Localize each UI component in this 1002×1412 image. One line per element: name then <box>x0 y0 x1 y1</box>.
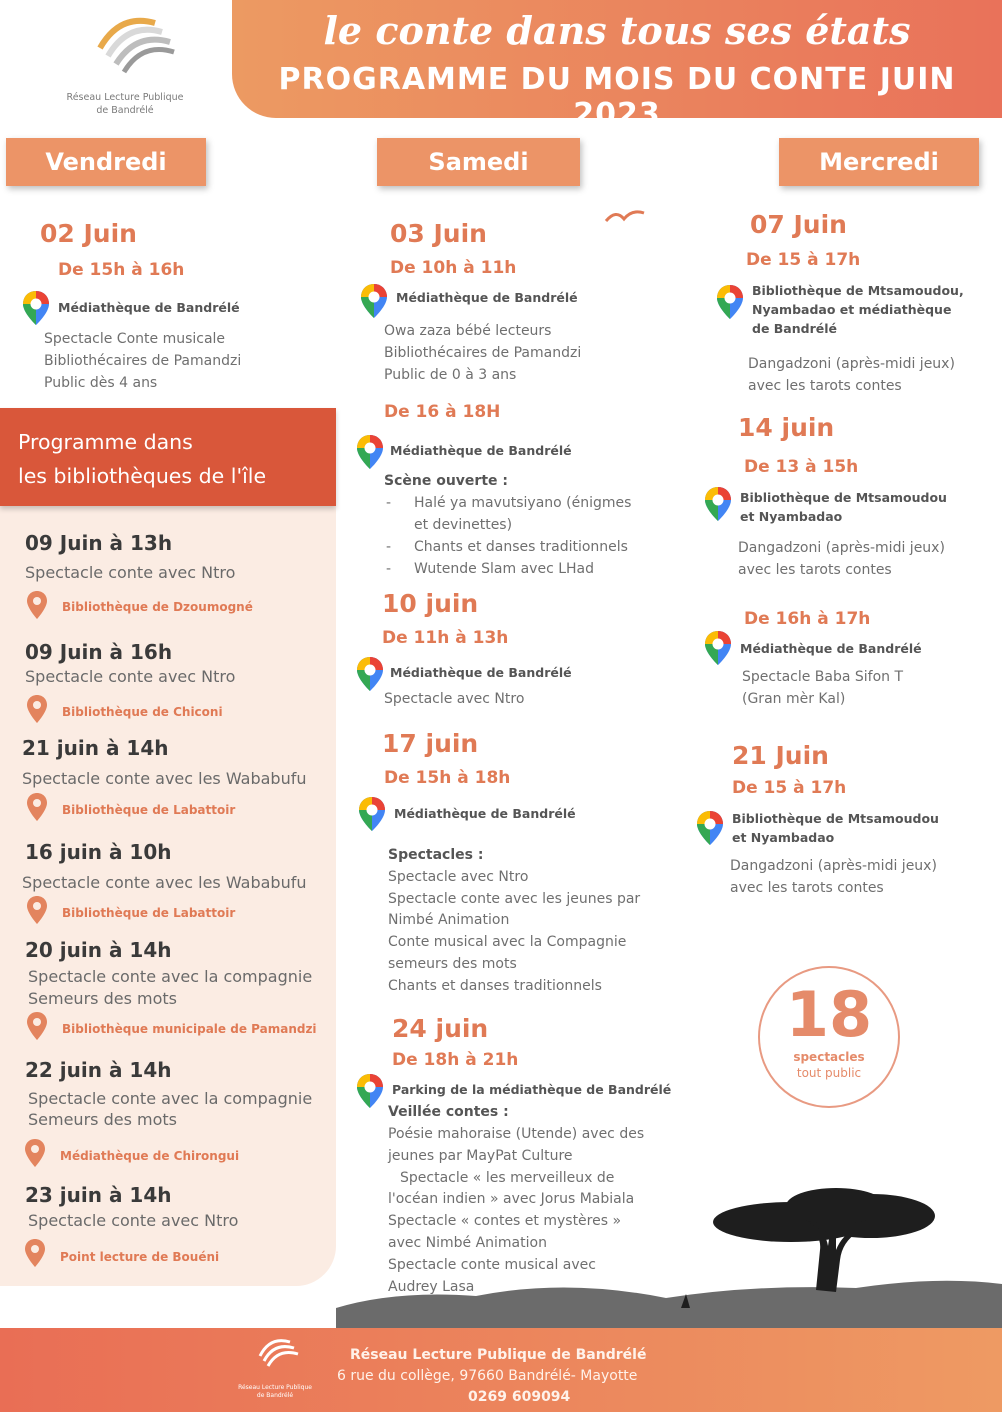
event-line: avec les tarots contes <box>748 378 902 394</box>
bullet-icon: - <box>386 539 392 555</box>
event-line: Public dès 4 ans <box>44 375 158 391</box>
badge-number: 18 <box>785 978 873 1051</box>
event-line: Spectacle avec Ntro <box>388 869 529 885</box>
acacia-tree-illustration <box>336 1180 1002 1330</box>
event-time: De 18h à 21h <box>392 1050 519 1070</box>
event-line: Public de 0 à 3 ans <box>384 367 517 383</box>
footer-org: Réseau Lecture Publique de Bandrélé <box>350 1347 647 1363</box>
logo-text: Réseau Lecture Publique <box>66 92 184 103</box>
event-line: Dangadzoni (après-midi jeux) <box>730 858 937 874</box>
day-label-wednesday: Mercredi <box>779 138 979 186</box>
footer-logo-text: de Bandrélé <box>256 1392 294 1399</box>
event-time: De 10h à 11h <box>390 258 517 278</box>
library-event-desc: Spectacle conte avec les Wababufu <box>22 873 307 892</box>
event-place: Médiathèque de Bandrélé <box>390 443 572 458</box>
event-place: Nyambadao et médiathèque <box>752 302 952 317</box>
library-event-place: Bibliothèque de Dzoumogné <box>62 600 253 614</box>
bullet-icon: - <box>386 561 392 577</box>
event-time: De 15h à 16h <box>58 260 185 280</box>
event-line: Spectacle conte avec les jeunes par <box>388 891 641 907</box>
event-line: Audrey Lasa <box>388 1279 475 1295</box>
library-event-place: Bibliothèque de Labattoir <box>62 803 236 817</box>
event-line: semeurs des mots <box>388 956 517 972</box>
logo-text: de Bandrélé <box>96 105 154 116</box>
location-pin-icon <box>26 694 48 724</box>
map-pin-icon <box>360 283 388 319</box>
event-line: Spectacle Conte musicale <box>44 331 226 347</box>
footer-logo-text: Réseau Lecture Publique <box>238 1384 312 1391</box>
library-event-date: 21 juin à 14h <box>22 736 169 760</box>
event-place: Médiathèque de Bandrélé <box>390 665 572 680</box>
location-pin-icon <box>24 1138 46 1168</box>
event-time: De 15 à 17h <box>732 778 847 798</box>
badge-line: tout public <box>796 1066 862 1080</box>
map-pin-icon <box>22 290 50 326</box>
library-event-desc: Semeurs des mots <box>28 1110 177 1129</box>
event-place: de Bandrélé <box>752 321 837 336</box>
location-pin-icon <box>26 895 48 925</box>
event-line: Spectacle « contes et mystères » <box>388 1213 622 1229</box>
event-line: l'océan indien » avec Jorus Mabiala <box>388 1191 635 1207</box>
event-line: Bibliothécaires de Pamandzi <box>44 353 242 369</box>
map-pin-icon <box>356 1073 384 1109</box>
event-line: Dangadzoni (après-midi jeux) <box>738 540 945 556</box>
event-line: Spectacle avec Ntro <box>384 691 525 707</box>
library-event-date: 20 juin à 14h <box>25 938 172 962</box>
event-line: Bibliothécaires de Pamandzi <box>384 345 582 361</box>
event-line: Chants et danses traditionnels <box>388 978 602 994</box>
badge-line: spectacles <box>793 1050 865 1064</box>
event-heading: Veillée contes : <box>388 1104 509 1120</box>
library-event-date: 16 juin à 10h <box>25 840 172 864</box>
map-pin-icon <box>356 434 384 470</box>
library-event-date: 09 Juin à 16h <box>25 640 173 664</box>
bullet-icon: - <box>386 495 392 511</box>
book-logo-icon <box>252 1334 302 1370</box>
map-pin-icon <box>704 630 732 666</box>
event-line: avec les tarots contes <box>730 880 884 896</box>
event-line: Spectacle Baba Sifon T <box>742 669 904 685</box>
event-date: 07 Juin <box>750 210 847 239</box>
library-event-desc: Spectacle conte avec Ntro <box>28 1211 239 1230</box>
library-event-desc: Spectacle conte avec les Wababufu <box>22 769 307 788</box>
event-line: Dangadzoni (après-midi jeux) <box>748 356 955 372</box>
event-line: jeunes par MayPat Culture <box>388 1148 573 1164</box>
panel-title-line: Programme dans <box>18 430 193 454</box>
event-place: Médiathèque de Bandrélé <box>740 641 922 656</box>
library-event-desc: Spectacle conte avec la compagnie <box>28 1089 313 1108</box>
event-date: 21 Juin <box>732 741 829 770</box>
event-bullet: Chants et danses traditionnels <box>414 539 628 555</box>
location-pin-icon <box>26 590 48 620</box>
map-pin-icon <box>696 810 724 846</box>
footer-phone: 0269 609094 <box>468 1389 571 1405</box>
event-place: Bibliothèque de Mtsamoudou <box>732 811 939 826</box>
library-event-desc: Spectacle conte avec Ntro <box>25 667 236 686</box>
event-heading: Scène ouverte : <box>384 473 508 489</box>
event-bullet: Halé ya mavutsiyano (énigmes <box>414 495 632 511</box>
library-event-date: 22 juin à 14h <box>25 1058 172 1082</box>
map-pin-icon <box>704 486 732 522</box>
island-libraries-heading <box>0 408 336 506</box>
library-event-place: Point lecture de Bouéni <box>60 1250 220 1264</box>
event-time: De 16h à 17h <box>744 609 871 629</box>
event-place: et Nyambadao <box>732 830 835 845</box>
event-date: 10 juin <box>382 589 479 618</box>
event-time: De 11h à 13h <box>382 628 509 648</box>
event-time: De 13 à 15h <box>744 457 859 477</box>
library-event-place: Médiathèque de Chirongui <box>60 1149 240 1163</box>
event-line: (Gran mèr Kal) <box>742 691 846 707</box>
spectacles-count-badge <box>758 966 900 1108</box>
location-pin-icon <box>26 1011 48 1041</box>
event-time: De 16 à 18H <box>384 402 501 422</box>
library-event-desc: Semeurs des mots <box>28 989 177 1008</box>
event-date: 02 Juin <box>40 219 137 248</box>
event-line: avec les tarots contes <box>738 562 892 578</box>
event-time: De 15 à 17h <box>746 250 861 270</box>
event-heading: Spectacles : <box>388 847 484 863</box>
library-event-place: Bibliothèque municipale de Pamandzi <box>62 1022 317 1036</box>
event-line: Spectacle « les merveilleux de <box>400 1170 615 1186</box>
bird-icon <box>604 205 646 227</box>
library-event-date: 23 juin à 14h <box>25 1183 172 1207</box>
event-line: Owa zaza bébé lecteurs <box>384 323 552 339</box>
event-place: Bibliothèque de Mtsamoudou, <box>752 283 964 298</box>
header-title: PROGRAMME DU MOIS DU CONTE JUIN 2023 <box>278 62 956 132</box>
event-place: Médiathèque de Bandrélé <box>394 806 576 821</box>
event-place: Médiathèque de Bandrélé <box>396 290 578 305</box>
event-bullet: et devinettes) <box>414 517 513 533</box>
header-script-title: le conte dans tous ses états <box>323 8 911 53</box>
library-event-desc: Spectacle conte avec la compagnie <box>28 967 313 986</box>
event-line: Nimbé Animation <box>388 912 510 928</box>
event-bullet: Wutende Slam avec LHad <box>414 561 595 577</box>
day-label-friday: Vendredi <box>6 138 206 186</box>
event-place: et Nyambadao <box>740 509 843 524</box>
footer-address: 6 rue du collège, 97660 Bandrélé- Mayotte <box>337 1368 638 1384</box>
library-event-place: Bibliothèque de Chiconi <box>62 705 223 719</box>
event-line: avec Nimbé Animation <box>388 1235 547 1251</box>
location-pin-icon <box>26 792 48 822</box>
event-line: Conte musical avec la Compagnie <box>388 934 627 950</box>
event-date: 03 Juin <box>390 219 487 248</box>
day-label-saturday: Samedi <box>377 138 580 186</box>
map-pin-icon <box>716 284 744 320</box>
event-date: 17 juin <box>382 729 479 758</box>
event-place: Bibliothèque de Mtsamoudou <box>740 490 947 505</box>
event-line: Spectacle conte musical avec <box>388 1257 596 1273</box>
library-event-date: 09 Juin à 13h <box>25 531 173 555</box>
panel-title-line: les bibliothèques de l'île <box>18 464 267 488</box>
event-place: Médiathèque de Bandrélé <box>58 300 240 315</box>
location-pin-icon <box>24 1238 46 1268</box>
book-logo-icon <box>80 8 180 78</box>
event-date: 14 juin <box>738 413 835 442</box>
library-event-desc: Spectacle conte avec Ntro <box>25 563 236 582</box>
map-pin-icon <box>356 656 384 692</box>
event-line: Poésie mahoraise (Utende) avec des <box>388 1126 645 1142</box>
event-place: Parking de la médiathèque de Bandrélé <box>392 1082 672 1097</box>
map-pin-icon <box>358 796 386 832</box>
library-event-place: Bibliothèque de Labattoir <box>62 906 236 920</box>
event-date: 24 juin <box>392 1014 489 1043</box>
event-time: De 15h à 18h <box>384 768 511 788</box>
